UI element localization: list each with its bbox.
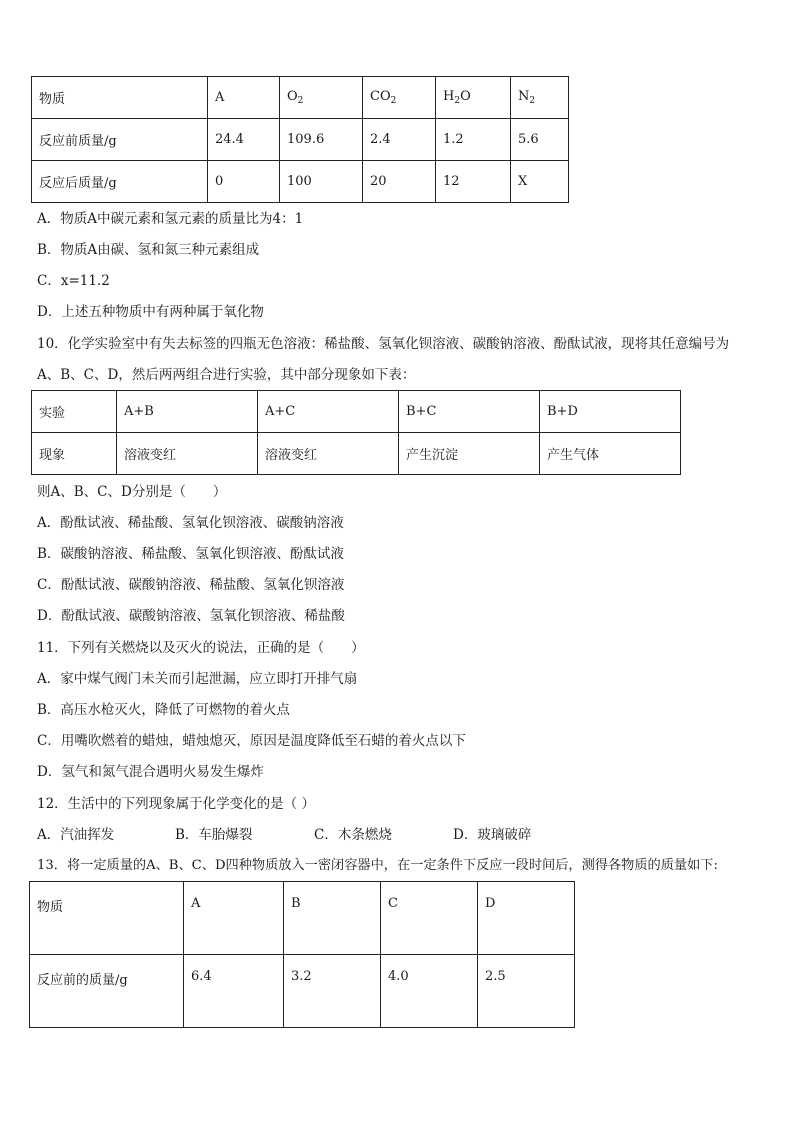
q12-options [37, 826, 531, 844]
table-cell: A [208, 77, 280, 119]
q9-option-d: D．上述五种物质中有两种属于氧化物 [37, 304, 264, 320]
table-row [30, 882, 575, 955]
table-cell: A [184, 882, 284, 955]
q10-stem-line2: A、B、C、D，然后两两组合进行实验，其中部分现象如下表： [37, 367, 416, 383]
table-cell: 实验 [32, 391, 117, 433]
q12-option-c: C．木条燃烧 [314, 827, 392, 843]
table-row [32, 433, 681, 475]
table-cell: 反应前质量/g [32, 119, 208, 161]
table-cell: 1.2 [436, 119, 511, 161]
table-cell: 5.6 [511, 119, 569, 161]
mass-table-2 [29, 881, 575, 1028]
table-cell: $O_2$ [280, 77, 363, 119]
table-cell: 2.4 [363, 119, 436, 161]
q9-option-b: B．物质A由碳、氢和氮三种元素组成 [37, 242, 260, 258]
q10-question: 则A、B、C、D分别是（ ） [37, 484, 227, 500]
q9-option-c: C．x=11.2 [37, 273, 110, 289]
table-cell: 6.4 [184, 955, 284, 1028]
table-cell: 109.6 [280, 119, 363, 161]
q11-stem: 11．下列有关燃烧以及灭火的说法，正确的是（ ） [37, 640, 365, 656]
q11-option-b: B．高压水枪灭火，降低了可燃物的着火点 [37, 702, 290, 718]
table-row [30, 955, 575, 1028]
q12-stem: 12．生活中的下列现象属于化学变化的是（ ） [37, 796, 315, 812]
table-row [32, 77, 569, 119]
q11-option-c: C．用嘴吹燃着的蜡烛，蜡烛熄灭，原因是温度降低至石蜡的着火点以下 [37, 733, 466, 749]
table-cell: D [478, 882, 575, 955]
table-row [32, 161, 569, 203]
table-cell: B+C [399, 391, 540, 433]
table-cell: 12 [436, 161, 511, 203]
table-cell: 物质 [30, 882, 184, 955]
table-cell: 产生沉淀 [399, 433, 540, 475]
table-cell: 100 [280, 161, 363, 203]
table-cell: 物质 [32, 77, 208, 119]
table-cell: 现象 [32, 433, 117, 475]
table-cell: 溶液变红 [258, 433, 399, 475]
table-cell: $CO_2$ [363, 77, 436, 119]
table-cell: 溶液变红 [117, 433, 258, 475]
q10-option-c: C．酚酞试液、碳酸钠溶液、稀盐酸、氢氧化钡溶液 [37, 577, 345, 593]
q12-option-d: D．玻璃破碎 [453, 827, 532, 843]
table-cell: B+D [540, 391, 681, 433]
table-cell: X [511, 161, 569, 203]
table-cell: A+C [258, 391, 399, 433]
table-cell: 3.2 [284, 955, 381, 1028]
table-cell: A+B [117, 391, 258, 433]
q12-option-a: A．汽油挥发 [37, 827, 115, 843]
table-row [32, 119, 569, 161]
q10-stem-line1: 10．化学实验室中有失去标签的四瓶无色溶液：稀盐酸、氢氧化钡溶液、碳酸钠溶液、酚酞试液，现将其任意编号为 [37, 336, 730, 352]
q11-option-d: D．氢气和氮气混合遇明火易发生爆炸 [37, 764, 264, 780]
q12-option-b: B．车胎爆裂 [175, 827, 253, 843]
table-cell: C [381, 882, 478, 955]
table-cell: $N_2$ [511, 77, 569, 119]
q11-option-a: A．家中煤气阀门未关而引起泄漏，应立即打开排气扇 [37, 671, 358, 687]
q9-option-a: A．物质A中碳元素和氢元素的质量比为4：1 [37, 211, 304, 227]
experiment-table [31, 390, 681, 475]
q10-option-d: D．酚酞试液、碳酸钠溶液、氢氧化钡溶液、稀盐酸 [37, 608, 345, 624]
q10-option-a: A．酚酞试液、稀盐酸、氢氧化钡溶液、碳酸钠溶液 [37, 515, 344, 531]
table-cell: 2.5 [478, 955, 575, 1028]
table-cell: 24.4 [208, 119, 280, 161]
table-cell: 4.0 [381, 955, 478, 1028]
table-cell: 产生气体 [540, 433, 681, 475]
q13-stem: 13．将一定质量的A、B、C、D四种物质放入一密闭容器中，在一定条件下反应一段时间后，测得各物质的质量如下: [37, 858, 718, 873]
table-cell: 20 [363, 161, 436, 203]
table-cell: 0 [208, 161, 280, 203]
table-cell: 反应后质量/g [32, 161, 208, 203]
q10-option-b: B．碳酸钠溶液、稀盐酸、氢氧化钡溶液、酚酞试液 [37, 546, 344, 562]
table-row [32, 391, 681, 433]
table-cell: $H_2O$ [436, 77, 511, 119]
mass-table-1 [31, 76, 569, 203]
table-cell: 反应前的质量/g [30, 955, 184, 1028]
table-cell: B [284, 882, 381, 955]
